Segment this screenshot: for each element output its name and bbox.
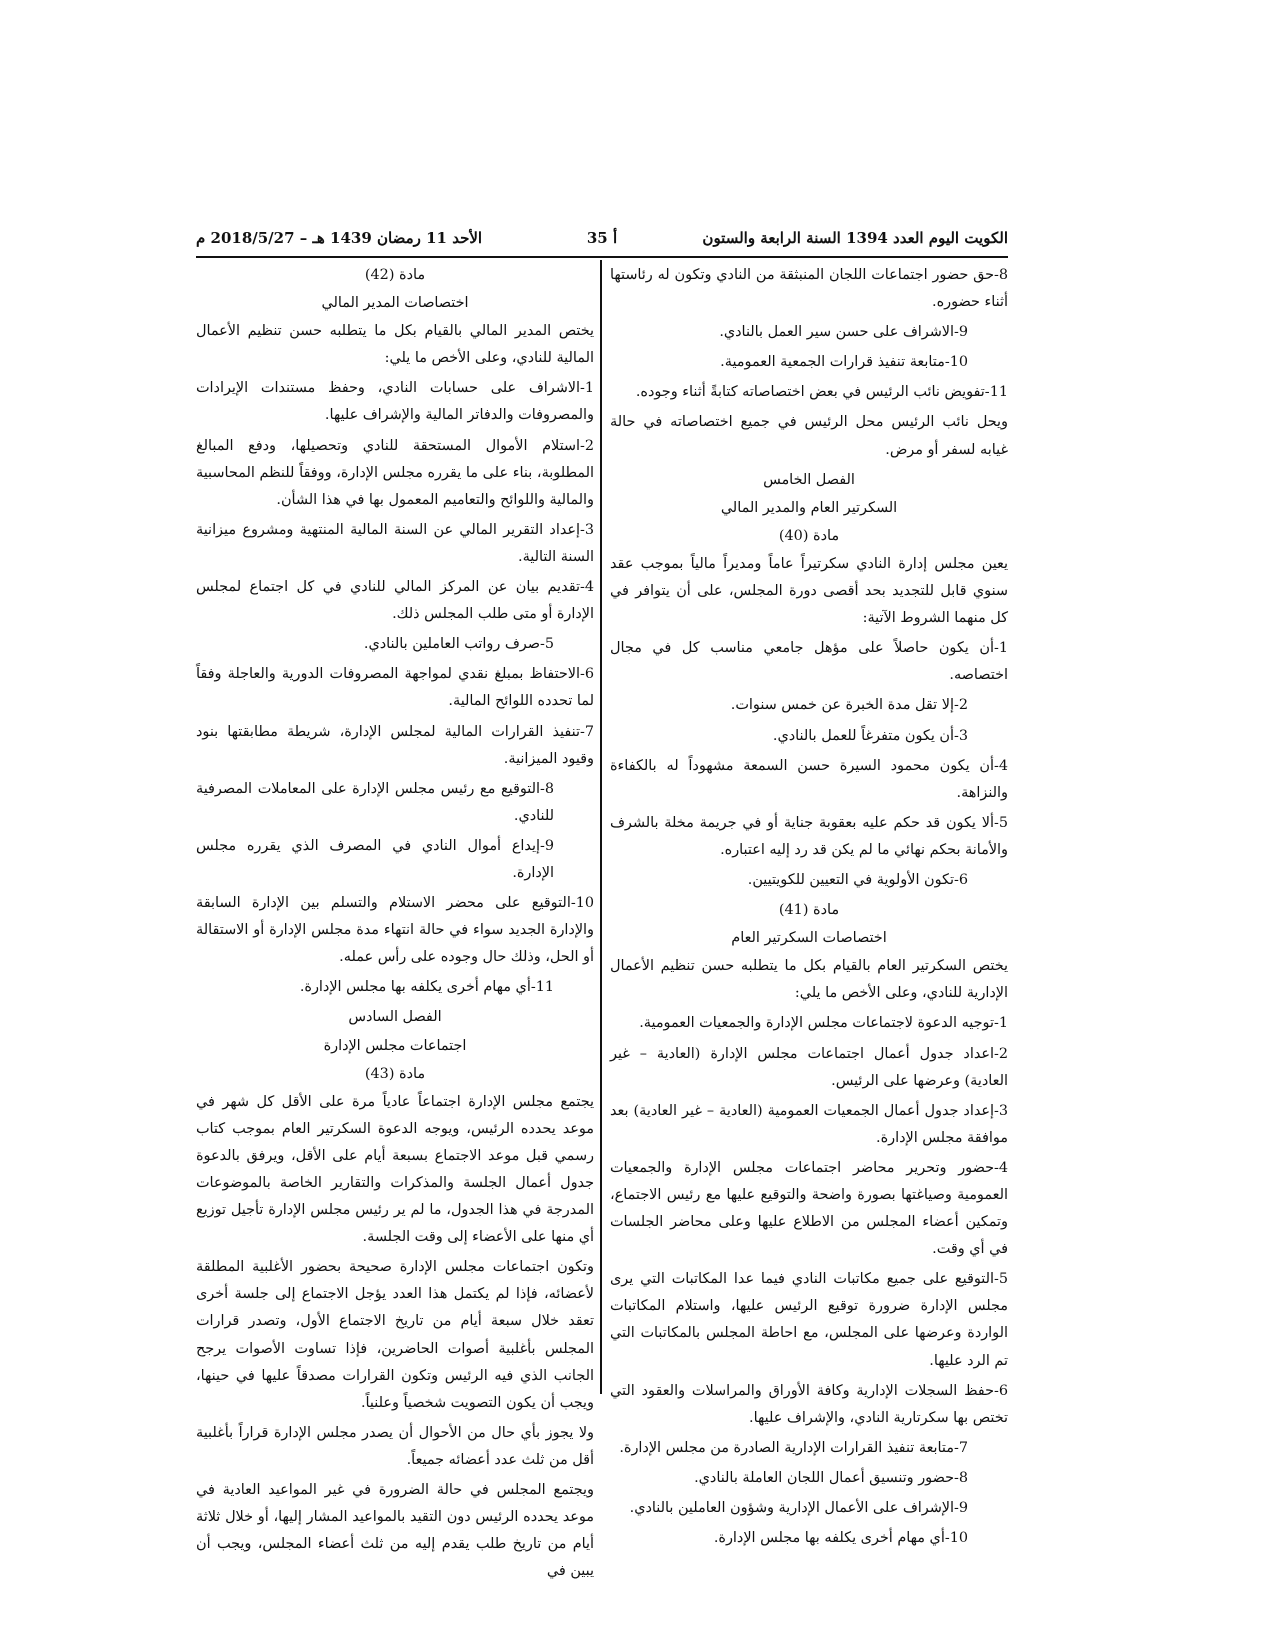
article-paragraph: 6-الاحتفاظ بمبلغ نقدي لمواجهة المصروفات الدورية والعاجلة وفقاً لما تحدده اللوائح المالية.	[196, 666, 594, 710]
section-heading: مادة (40)	[778, 527, 840, 544]
article-paragraph: 3-إعداد التقرير المالي عن السنة المالية المنتهية ومشروع ميزانية السنة التالية.	[196, 521, 594, 565]
page-header	[196, 224, 1008, 252]
article-paragraph: يجتمع مجلس الإدارة اجتماعاً عادياً مرة على الأقل كل شهر في موعد يحدده الرئيس، ويوجه الدعوة السكرتير العام بموجب كتاب رسمي قبل موعد الاجتماع بسبعة أيام على الأقل، ويرفق بالدعوة جدول أعمال الجلسة والمذكرات والتقارير الخاصة بالموضوعات المدرجة في هذا الجدول، ما لم ير رئيس مجلس الإدارة تأجيل توزيع أي منها على الأعضاء إلى وقت الجلسة.	[196, 1093, 594, 1246]
article-paragraph: 4-حضور وتحرير محاضر اجتماعات مجلس الإدارة والجمعيات العمومية وصياغتها بصورة واضحة والتوقيع عليها مع رئيس الاجتماع، وتمكين أعضاء المجلس من الاطلاع عليها وعلى محاضر الجلسات في أي وقت.	[610, 1159, 1008, 1258]
article-paragraph: 11-تفويض نائب الرئيس في بعض اختصاصاته كتابةً أثناء وجوده.	[635, 384, 1008, 401]
article-paragraph: 1-توجيه الدعوة لاجتماعات مجلس الإدارة والجمعيات العمومية.	[639, 1015, 1008, 1032]
header-page-number: أ 35	[586, 229, 618, 247]
article-paragraph: 9-الاشراف على حسن سير العمل بالنادي.	[719, 324, 968, 341]
article-paragraph: 10-متابعة تنفيذ قرارات الجمعية العمومية.	[720, 354, 968, 371]
article-paragraph: 8-حق حضور اجتماعات اللجان المنبثقة من النادي وتكون له رئاستها أثناء حضوره.	[610, 267, 1008, 311]
section-heading: الفصل السادس	[348, 1009, 442, 1026]
section-heading: مادة (43)	[364, 1065, 426, 1082]
article-paragraph: 5-صرف رواتب العاملين بالنادي.	[363, 636, 554, 653]
article-paragraph: 10-التوقيع على محضر الاستلام والتسلم بين الإدارة السابقة والإدارة الجديد سواء في حالة انتهاء مدة مجلس الإدارة أو الاستقالة أو الحل، وذلك حال وجوده على رأس عمله.	[196, 895, 594, 966]
section-heading: السكرتير العام والمدير المالي	[720, 499, 898, 516]
article-paragraph: 11-أي مهام أخرى يكلفه بها مجلس الإدارة.	[299, 979, 554, 996]
left-column	[196, 262, 594, 1588]
section-heading: اختصاصات السكرتير العام	[731, 930, 887, 947]
article-paragraph: 1-الاشراف على حسابات النادي، وحفظ مستندات الإيرادات والمصروفات والدفاتر المالية والإشراف عليها.	[196, 380, 594, 424]
article-paragraph: وتكون اجتماعات مجلس الإدارة صحيحة بحضور الأغلبية المطلقة لأعضائه، فإذا لم يكتمل هذا العدد يؤجل الاجتماع إلى جلسة أخرى تعقد خلال سبعة أيام من تاريخ الاجتماع الأول، وتصدر قرارات المجلس بأغلبية أصوات الحاضرين، فإذا تساوت الأصوات يرجح الجانب الذي فيه الرئيس وتكون القرارات مصدقاً عليها في حينها، ويجب أن يكون التصويت شخصياً وعلنياً.	[196, 1259, 594, 1411]
article-paragraph: ويجتمع المجلس في حالة الضرورة في غير المواعيد العادية في موعد يحدده الرئيس دون التقيد بالمواعيد المشار إليها، أو خلال ثلاثة أيام من تاريخ طلب يقدم إليه من ثلث أعضاء المجلس، ويجب أن يبين في	[196, 1482, 594, 1580]
section-heading: الفصل الخامس	[763, 471, 855, 488]
article-paragraph: 5-التوقيع على جميع مكاتبات النادي فيما عدا المكاتبات التي يرى مجلس الإدارة ضرورة توقيع الرئيس عليها، واستلام المكاتبات الواردة وعرضها على المجلس، مع احاطة المجلس بالمكاتبات التي تم الرد عليها.	[610, 1271, 1008, 1369]
header-rule	[196, 256, 1008, 258]
header-date: الأحد 11 رمضان 1439 هـ – 2018/5/27 م	[196, 229, 483, 247]
gazette-page	[196, 224, 1008, 1580]
article-paragraph: 1-أن يكون حاصلاً على مؤهل جامعي مناسب كل في مجال اختصاصه.	[610, 640, 1008, 684]
section-heading: مادة (41)	[778, 902, 840, 919]
article-paragraph: 4-تقديم بيان عن المركز المالي للنادي في كل اجتماع لمجلس الإدارة أو متى طلب المجلس ذلك.	[196, 579, 594, 623]
article-paragraph: 10-أي مهام أخرى يكلفه بها مجلس الإدارة.	[713, 1530, 968, 1547]
section-heading: مادة (42)	[364, 267, 426, 283]
article-paragraph: 2-إلا تقل مدة الخبرة عن خمس سنوات.	[730, 697, 968, 714]
column-divider	[600, 260, 602, 1394]
article-paragraph: 8-حضور وتنسيق أعمال اللجان العاملة بالنادي.	[694, 1469, 968, 1486]
article-paragraph: 2-استلام الأموال المستحقة للنادي وتحصيلها، ودفع المبالغ المطلوبة، بناء على ما يقرره مجلس الإدارة، ووفقاً للنظم المحاسبية والمالية واللوائح والتعاميم المعمول بها في هذا الشأن.	[196, 437, 594, 508]
article-paragraph: ولا يجوز بأي حال من الأحوال أن يصدر مجلس الإدارة قراراً بأغلبية أقل من ثلث عدد أعضائه جميعاً.	[196, 1424, 594, 1468]
article-paragraph: 8-التوقيع مع رئيس مجلس الإدارة على المعاملات المصرفية للنادي.	[196, 780, 554, 824]
article-paragraph: 3-إعداد جدول أعمال الجمعيات العمومية (العادية – غير العادية) بعد موافقة مجلس الإدارة.	[610, 1102, 1008, 1146]
section-heading: اختصاصات المدير المالي	[321, 295, 469, 312]
article-paragraph: 9-إيداع أموال النادي في المصرف الذي يقرره مجلس الإدارة.	[196, 837, 554, 881]
article-paragraph: 4-أن يكون محمود السيرة حسن السمعة مشهوداً له بالكفاءة والنزاهة.	[610, 757, 1008, 801]
article-paragraph: يختص السكرتير العام بالقيام بكل ما يتطلبه حسن تنظيم الأعمال الإدارية للنادي، وعلى الأخص ما يلي:	[610, 958, 1008, 1002]
right-column	[610, 262, 1008, 1555]
article-paragraph: 6-تكون الأولوية في التعيين للكويتيين.	[747, 871, 968, 888]
article-paragraph: 2-اعداد جدول أعمال اجتماعات مجلس الإدارة (العادية – غير العادية) وعرضها على الرئيس.	[610, 1045, 1008, 1089]
header-issue: الكويت اليوم العدد 1394 السنة الرابعة والستون	[702, 229, 1008, 247]
article-paragraph: 3-أن يكون متفرغاً للعمل بالنادي.	[772, 727, 968, 744]
article-paragraph: 9-الإشراف على الأعمال الإدارية وشؤون العاملين بالنادي.	[629, 1500, 968, 1517]
article-paragraph: 7-تنفيذ القرارات المالية لمجلس الإدارة، شريطة مطابقتها بنود وقيود الميزانية.	[196, 723, 594, 767]
article-paragraph: 6-حفظ السجلات الإدارية وكافة الأوراق والمراسلات والعقود التي تختص بها سكرتارية النادي، والإشراف عليها.	[610, 1382, 1008, 1426]
section-heading: اجتماعات مجلس الإدارة	[323, 1037, 467, 1054]
article-paragraph: يعين مجلس إدارة النادي سكرتيراً عاماً ومديراً مالياً بموجب عقد سنوي قابل للتجديد بحد أقصى دورة المجلس، على أن يتوافر في كل منهما الشروط الآتية:	[610, 555, 1008, 627]
article-paragraph: ويحل نائب الرئيس محل الرئيس في جميع اختصاصاته في حالة غيابه لسفر أو مرض.	[610, 414, 1008, 458]
article-paragraph: 7-متابعة تنفيذ القرارات الإدارية الصادرة من مجلس الإدارة.	[619, 1439, 968, 1456]
article-paragraph: 5-ألا يكون قد حكم عليه بعقوبة جناية أو في جريمة مخلة بالشرف والأمانة بحكم نهائي ما لم يكن قد رد إليه اعتباره.	[610, 814, 1008, 858]
article-paragraph: يختص المدير المالي بالقيام بكل ما يتطلبه حسن تنظيم الأعمال المالية للنادي، وعلى الأخص ما يلي:	[196, 323, 594, 367]
